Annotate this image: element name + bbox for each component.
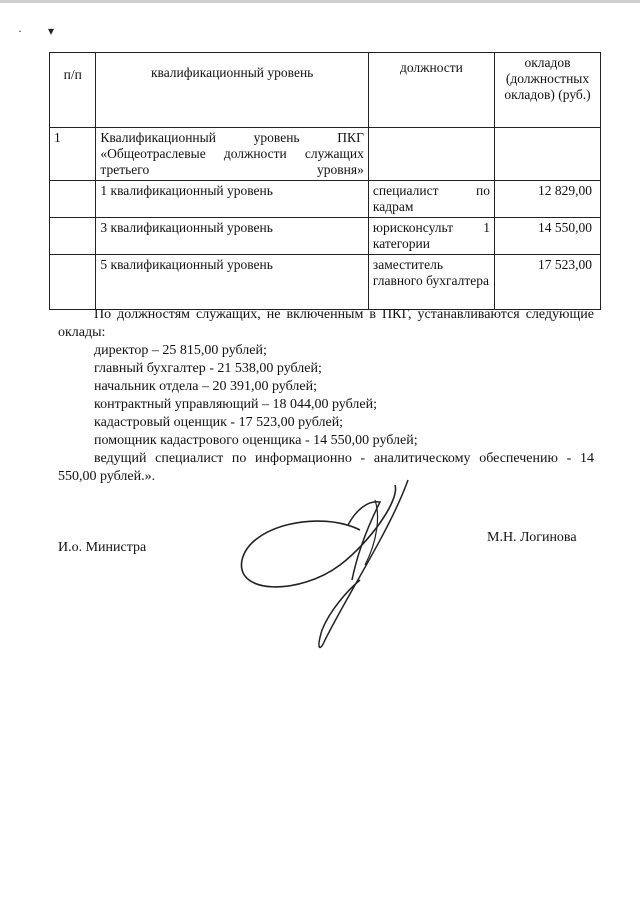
header-position: должности bbox=[368, 53, 494, 128]
empty-cell bbox=[50, 255, 96, 310]
header-level: квалификационный уровень bbox=[96, 53, 368, 128]
position-cell: специалист по кадрам bbox=[368, 181, 494, 218]
table-row bbox=[50, 181, 601, 218]
intro-paragraph: По должностям служащих, не включенным в ПКГ, устанавливаются следующие оклады: bbox=[58, 307, 594, 340]
empty-cell bbox=[495, 128, 601, 181]
scan-mark: ▾ bbox=[48, 24, 55, 38]
scan-mark: · bbox=[18, 24, 22, 38]
position-cell: юрисконсульт 1 категории bbox=[368, 218, 494, 255]
salary-item: директор – 25 815,00 рублей; bbox=[94, 343, 267, 358]
salary-item: помощник кадастрового оценщика - 14 550,00 рублей; bbox=[94, 433, 418, 448]
empty-cell bbox=[368, 128, 494, 181]
empty-cell bbox=[50, 218, 96, 255]
empty-cell bbox=[50, 181, 96, 218]
position-cell: заместитель главного бухгалтера bbox=[368, 255, 494, 310]
salary-item: главный бухгалтер - 21 538,00 рублей; bbox=[94, 361, 322, 376]
group-title: Квалификационный уровень ПКГ «Общеотраслевые должности служащих третьего уровня» bbox=[96, 128, 368, 181]
table-group-row bbox=[50, 128, 601, 181]
salary-cell: 17 523,00 bbox=[495, 255, 601, 310]
salary-text-block bbox=[58, 306, 594, 486]
scan-top-edge bbox=[0, 0, 640, 3]
signer-role: И.о. Министра bbox=[58, 540, 147, 555]
salary-table bbox=[49, 52, 601, 310]
table-row bbox=[50, 218, 601, 255]
salary-item: контрактный управляющий – 18 044,00 рублей; bbox=[94, 397, 377, 412]
salary-item: начальник отдела – 20 391,00 рублей; bbox=[94, 379, 317, 394]
table-header-row bbox=[50, 53, 601, 128]
salary-cell: 12 829,00 bbox=[495, 181, 601, 218]
signer-name: М.Н. Логинова bbox=[487, 530, 577, 545]
handwritten-signature bbox=[230, 470, 430, 670]
level-cell: 3 квалификационный уровень bbox=[96, 218, 368, 255]
group-num: 1 bbox=[50, 128, 96, 181]
table-row bbox=[50, 255, 601, 310]
level-cell: 5 квалификационный уровень bbox=[96, 255, 368, 310]
header-num: п/п bbox=[50, 53, 96, 128]
last-salary-item: ведущий специалист по информационно - аналитическому обеспечению - 14 550,00 рублей.». bbox=[58, 451, 594, 484]
level-cell: 1 квалификационный уровень bbox=[96, 181, 368, 218]
salary-cell: 14 550,00 bbox=[495, 218, 601, 255]
header-salary: окладов (должностных окладов) (руб.) bbox=[495, 53, 601, 128]
salary-item: кадастровый оценщик - 17 523,00 рублей; bbox=[94, 415, 344, 430]
